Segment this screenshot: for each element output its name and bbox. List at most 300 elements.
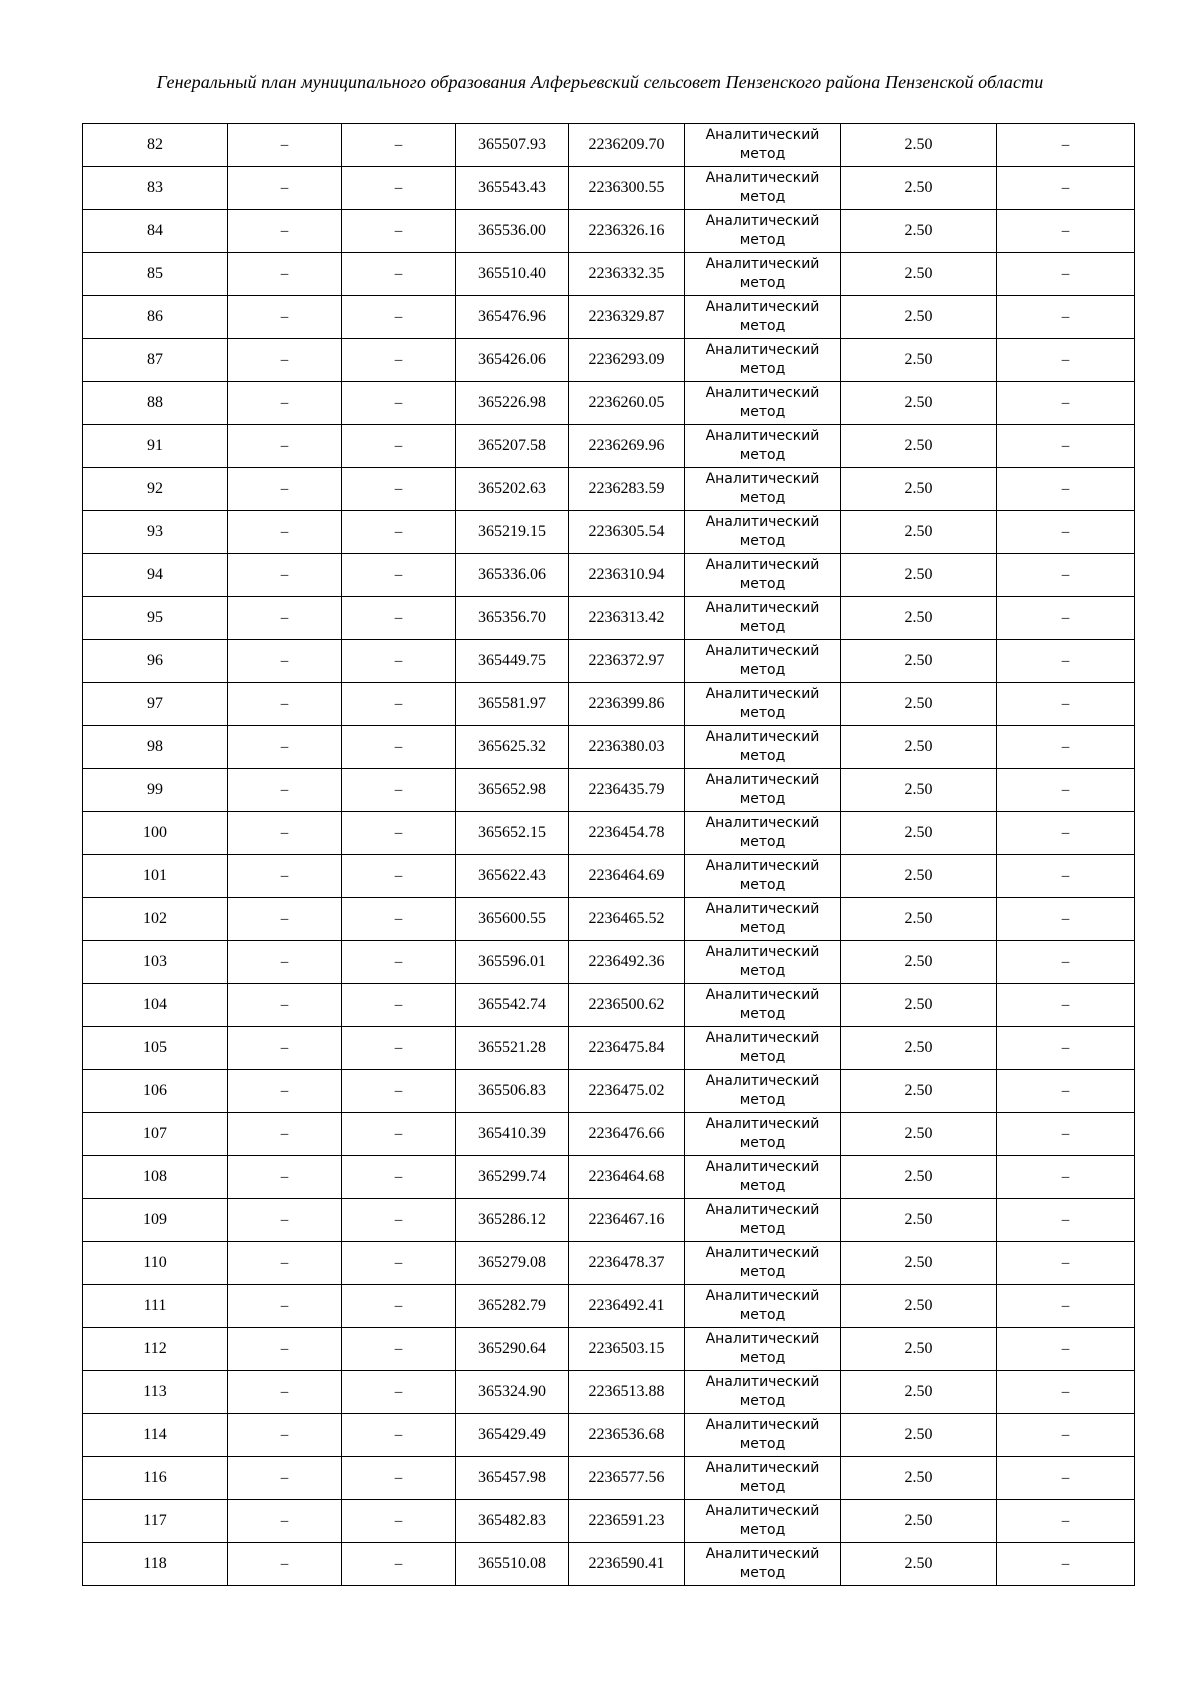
method-cell: Аналитический метод — [685, 1414, 841, 1457]
method-cell: Аналитический метод — [685, 468, 841, 511]
point-number-cell: 97 — [83, 683, 228, 726]
accuracy-cell: 2.50 — [841, 296, 997, 339]
coordinate-y-cell: 2236310.94 — [569, 554, 685, 597]
table-row — [83, 1371, 1135, 1414]
method-cell: Аналитический метод — [685, 1371, 841, 1414]
accuracy-cell: 2.50 — [841, 1070, 997, 1113]
point-number-cell: 84 — [83, 210, 228, 253]
coordinate-x-cell: 365457.98 — [456, 1457, 569, 1500]
table-row — [83, 984, 1135, 1027]
accuracy-cell: 2.50 — [841, 124, 997, 167]
accuracy-cell: 2.50 — [841, 726, 997, 769]
empty-value-cell: – — [228, 167, 342, 210]
empty-value-cell: – — [342, 296, 456, 339]
empty-value-cell: – — [228, 1199, 342, 1242]
table-row — [83, 382, 1135, 425]
coordinate-y-cell: 2236293.09 — [569, 339, 685, 382]
table-row — [83, 124, 1135, 167]
method-cell: Аналитический метод — [685, 124, 841, 167]
accuracy-cell: 2.50 — [841, 1242, 997, 1285]
empty-value-cell: – — [228, 812, 342, 855]
accuracy-cell: 2.50 — [841, 1500, 997, 1543]
accuracy-cell: 2.50 — [841, 1156, 997, 1199]
point-number-cell: 105 — [83, 1027, 228, 1070]
empty-value-cell: – — [997, 382, 1135, 425]
empty-value-cell: – — [228, 898, 342, 941]
point-number-cell: 104 — [83, 984, 228, 1027]
point-number-cell: 98 — [83, 726, 228, 769]
empty-value-cell: – — [342, 640, 456, 683]
coordinate-y-cell: 2236300.55 — [569, 167, 685, 210]
table-row — [83, 210, 1135, 253]
empty-value-cell: – — [997, 855, 1135, 898]
accuracy-cell: 2.50 — [841, 554, 997, 597]
empty-value-cell: – — [997, 1156, 1135, 1199]
point-number-cell: 116 — [83, 1457, 228, 1500]
coordinate-y-cell: 2236380.03 — [569, 726, 685, 769]
table-row — [83, 554, 1135, 597]
empty-value-cell: – — [997, 425, 1135, 468]
empty-value-cell: – — [228, 1543, 342, 1586]
point-number-cell: 86 — [83, 296, 228, 339]
empty-value-cell: – — [342, 726, 456, 769]
coordinate-y-cell: 2236591.23 — [569, 1500, 685, 1543]
empty-value-cell: – — [228, 339, 342, 382]
method-cell: Аналитический метод — [685, 941, 841, 984]
coordinate-x-cell: 365282.79 — [456, 1285, 569, 1328]
empty-value-cell: – — [228, 640, 342, 683]
method-cell: Аналитический метод — [685, 855, 841, 898]
table-row — [83, 1027, 1135, 1070]
empty-value-cell: – — [997, 726, 1135, 769]
empty-value-cell: – — [342, 1070, 456, 1113]
table-row — [83, 769, 1135, 812]
empty-value-cell: – — [342, 1457, 456, 1500]
point-number-cell: 83 — [83, 167, 228, 210]
method-cell: Аналитический метод — [685, 1156, 841, 1199]
table-row — [83, 898, 1135, 941]
coordinate-x-cell: 365207.58 — [456, 425, 569, 468]
coordinate-x-cell: 365652.15 — [456, 812, 569, 855]
empty-value-cell: – — [997, 1500, 1135, 1543]
coordinate-x-cell: 365625.32 — [456, 726, 569, 769]
empty-value-cell: – — [342, 210, 456, 253]
empty-value-cell: – — [228, 1285, 342, 1328]
point-number-cell: 92 — [83, 468, 228, 511]
point-number-cell: 112 — [83, 1328, 228, 1371]
accuracy-cell: 2.50 — [841, 1027, 997, 1070]
empty-value-cell: – — [228, 1113, 342, 1156]
empty-value-cell: – — [997, 812, 1135, 855]
method-cell: Аналитический метод — [685, 296, 841, 339]
method-cell: Аналитический метод — [685, 382, 841, 425]
point-number-cell: 100 — [83, 812, 228, 855]
empty-value-cell: – — [342, 124, 456, 167]
empty-value-cell: – — [342, 167, 456, 210]
coordinate-x-cell: 365536.00 — [456, 210, 569, 253]
page-header-title: Генеральный план муниципального образования Алферьевский сельсовет Пензенского района Пензенской области — [156, 72, 1044, 92]
table-row — [83, 1285, 1135, 1328]
coordinate-x-cell: 365356.70 — [456, 597, 569, 640]
accuracy-cell: 2.50 — [841, 1371, 997, 1414]
coordinate-x-cell: 365219.15 — [456, 511, 569, 554]
accuracy-cell: 2.50 — [841, 511, 997, 554]
accuracy-cell: 2.50 — [841, 210, 997, 253]
empty-value-cell: – — [342, 468, 456, 511]
table-row — [83, 167, 1135, 210]
empty-value-cell: – — [997, 597, 1135, 640]
empty-value-cell: – — [342, 812, 456, 855]
coordinate-x-cell: 365290.64 — [456, 1328, 569, 1371]
empty-value-cell: – — [228, 511, 342, 554]
empty-value-cell: – — [997, 1414, 1135, 1457]
method-cell: Аналитический метод — [685, 1500, 841, 1543]
point-number-cell: 99 — [83, 769, 228, 812]
accuracy-cell: 2.50 — [841, 984, 997, 1027]
empty-value-cell: – — [997, 1285, 1135, 1328]
empty-value-cell: – — [342, 1328, 456, 1371]
empty-value-cell: – — [997, 1371, 1135, 1414]
empty-value-cell: – — [228, 1027, 342, 1070]
table-row — [83, 597, 1135, 640]
method-cell: Аналитический метод — [685, 1242, 841, 1285]
accuracy-cell: 2.50 — [841, 683, 997, 726]
coordinate-y-cell: 2236476.66 — [569, 1113, 685, 1156]
table-row — [83, 1457, 1135, 1500]
empty-value-cell: – — [228, 1242, 342, 1285]
table-row — [83, 812, 1135, 855]
coordinate-x-cell: 365202.63 — [456, 468, 569, 511]
coordinate-y-cell: 2236313.42 — [569, 597, 685, 640]
table-row — [83, 1414, 1135, 1457]
accuracy-cell: 2.50 — [841, 425, 997, 468]
empty-value-cell: – — [228, 941, 342, 984]
coordinate-y-cell: 2236332.35 — [569, 253, 685, 296]
empty-value-cell: – — [228, 597, 342, 640]
coordinates-table — [82, 123, 1135, 1586]
empty-value-cell: – — [997, 683, 1135, 726]
coordinate-y-cell: 2236283.59 — [569, 468, 685, 511]
method-cell: Аналитический метод — [685, 1457, 841, 1500]
method-cell: Аналитический метод — [685, 339, 841, 382]
empty-value-cell: – — [228, 984, 342, 1027]
coordinate-y-cell: 2236326.16 — [569, 210, 685, 253]
accuracy-cell: 2.50 — [841, 597, 997, 640]
empty-value-cell: – — [997, 124, 1135, 167]
accuracy-cell: 2.50 — [841, 1543, 997, 1586]
empty-value-cell: – — [342, 511, 456, 554]
coordinate-y-cell: 2236475.84 — [569, 1027, 685, 1070]
empty-value-cell: – — [997, 296, 1135, 339]
empty-value-cell: – — [342, 1113, 456, 1156]
coordinate-x-cell: 365336.06 — [456, 554, 569, 597]
coordinate-y-cell: 2236329.87 — [569, 296, 685, 339]
point-number-cell: 87 — [83, 339, 228, 382]
point-number-cell: 101 — [83, 855, 228, 898]
empty-value-cell: – — [342, 1199, 456, 1242]
accuracy-cell: 2.50 — [841, 941, 997, 984]
point-number-cell: 108 — [83, 1156, 228, 1199]
method-cell: Аналитический метод — [685, 1328, 841, 1371]
accuracy-cell: 2.50 — [841, 812, 997, 855]
accuracy-cell: 2.50 — [841, 339, 997, 382]
accuracy-cell: 2.50 — [841, 382, 997, 425]
empty-value-cell: – — [997, 167, 1135, 210]
coordinate-y-cell: 2236500.62 — [569, 984, 685, 1027]
empty-value-cell: – — [342, 1543, 456, 1586]
empty-value-cell: – — [997, 468, 1135, 511]
coordinate-y-cell: 2236513.88 — [569, 1371, 685, 1414]
method-cell: Аналитический метод — [685, 554, 841, 597]
point-number-cell: 107 — [83, 1113, 228, 1156]
coordinate-x-cell: 365510.08 — [456, 1543, 569, 1586]
coordinate-x-cell: 365449.75 — [456, 640, 569, 683]
coordinate-y-cell: 2236372.97 — [569, 640, 685, 683]
coordinate-y-cell: 2236590.41 — [569, 1543, 685, 1586]
coordinate-y-cell: 2236454.78 — [569, 812, 685, 855]
empty-value-cell: – — [228, 1500, 342, 1543]
table-row — [83, 511, 1135, 554]
point-number-cell: 93 — [83, 511, 228, 554]
empty-value-cell: – — [228, 1070, 342, 1113]
coordinate-x-cell: 365510.40 — [456, 253, 569, 296]
coordinate-x-cell: 365622.43 — [456, 855, 569, 898]
coordinate-y-cell: 2236492.36 — [569, 941, 685, 984]
coordinate-x-cell: 365226.98 — [456, 382, 569, 425]
coordinate-x-cell: 365279.08 — [456, 1242, 569, 1285]
empty-value-cell: – — [997, 1457, 1135, 1500]
coordinate-x-cell: 365600.55 — [456, 898, 569, 941]
empty-value-cell: – — [997, 210, 1135, 253]
empty-value-cell: – — [342, 1414, 456, 1457]
empty-value-cell: – — [342, 1156, 456, 1199]
accuracy-cell: 2.50 — [841, 468, 997, 511]
coordinate-y-cell: 2236305.54 — [569, 511, 685, 554]
empty-value-cell: – — [342, 898, 456, 941]
coordinate-y-cell: 2236536.68 — [569, 1414, 685, 1457]
table-row — [83, 1156, 1135, 1199]
empty-value-cell: – — [228, 683, 342, 726]
method-cell: Аналитический метод — [685, 511, 841, 554]
empty-value-cell: – — [997, 1070, 1135, 1113]
empty-value-cell: – — [342, 597, 456, 640]
point-number-cell: 113 — [83, 1371, 228, 1414]
accuracy-cell: 2.50 — [841, 1113, 997, 1156]
method-cell: Аналитический метод — [685, 984, 841, 1027]
empty-value-cell: – — [342, 984, 456, 1027]
coordinate-y-cell: 2236478.37 — [569, 1242, 685, 1285]
empty-value-cell: – — [997, 898, 1135, 941]
empty-value-cell: – — [342, 253, 456, 296]
table-row — [83, 683, 1135, 726]
accuracy-cell: 2.50 — [841, 1328, 997, 1371]
method-cell: Аналитический метод — [685, 1285, 841, 1328]
empty-value-cell: – — [997, 1543, 1135, 1586]
empty-value-cell: – — [997, 1199, 1135, 1242]
empty-value-cell: – — [997, 1113, 1135, 1156]
method-cell: Аналитический метод — [685, 640, 841, 683]
coordinate-x-cell: 365476.96 — [456, 296, 569, 339]
method-cell: Аналитический метод — [685, 898, 841, 941]
coordinate-x-cell: 365542.74 — [456, 984, 569, 1027]
table-row — [83, 1070, 1135, 1113]
coordinate-x-cell: 365543.43 — [456, 167, 569, 210]
empty-value-cell: – — [228, 382, 342, 425]
coordinate-x-cell: 365426.06 — [456, 339, 569, 382]
empty-value-cell: – — [228, 124, 342, 167]
point-number-cell: 117 — [83, 1500, 228, 1543]
point-number-cell: 85 — [83, 253, 228, 296]
empty-value-cell: – — [342, 1371, 456, 1414]
table-row — [83, 726, 1135, 769]
empty-value-cell: – — [997, 253, 1135, 296]
empty-value-cell: – — [228, 1328, 342, 1371]
coordinate-x-cell: 365482.83 — [456, 1500, 569, 1543]
point-number-cell: 110 — [83, 1242, 228, 1285]
empty-value-cell: – — [342, 382, 456, 425]
empty-value-cell: – — [228, 1414, 342, 1457]
empty-value-cell: – — [228, 726, 342, 769]
accuracy-cell: 2.50 — [841, 1457, 997, 1500]
method-cell: Аналитический метод — [685, 1070, 841, 1113]
coordinate-x-cell: 365286.12 — [456, 1199, 569, 1242]
empty-value-cell: – — [228, 296, 342, 339]
coordinate-y-cell: 2236209.70 — [569, 124, 685, 167]
table-row — [83, 425, 1135, 468]
method-cell: Аналитический метод — [685, 1543, 841, 1586]
method-cell: Аналитический метод — [685, 769, 841, 812]
empty-value-cell: – — [997, 554, 1135, 597]
coordinate-x-cell: 365429.49 — [456, 1414, 569, 1457]
coordinate-y-cell: 2236577.56 — [569, 1457, 685, 1500]
empty-value-cell: – — [997, 941, 1135, 984]
empty-value-cell: – — [342, 554, 456, 597]
table-row — [83, 1328, 1135, 1371]
method-cell: Аналитический метод — [685, 210, 841, 253]
empty-value-cell: – — [342, 1500, 456, 1543]
coordinates-table-body — [83, 124, 1135, 1586]
empty-value-cell: – — [342, 683, 456, 726]
empty-value-cell: – — [228, 1371, 342, 1414]
accuracy-cell: 2.50 — [841, 167, 997, 210]
empty-value-cell: – — [228, 855, 342, 898]
coordinate-y-cell: 2236467.16 — [569, 1199, 685, 1242]
coordinate-y-cell: 2236269.96 — [569, 425, 685, 468]
table-row — [83, 941, 1135, 984]
accuracy-cell: 2.50 — [841, 769, 997, 812]
table-row — [83, 339, 1135, 382]
table-row — [83, 1199, 1135, 1242]
point-number-cell: 91 — [83, 425, 228, 468]
coordinate-x-cell: 365596.01 — [456, 941, 569, 984]
empty-value-cell: – — [342, 1027, 456, 1070]
empty-value-cell: – — [997, 640, 1135, 683]
point-number-cell: 118 — [83, 1543, 228, 1586]
coordinate-x-cell: 365410.39 — [456, 1113, 569, 1156]
empty-value-cell: – — [228, 210, 342, 253]
point-number-cell: 109 — [83, 1199, 228, 1242]
method-cell: Аналитический метод — [685, 1113, 841, 1156]
empty-value-cell: – — [228, 1457, 342, 1500]
method-cell: Аналитический метод — [685, 167, 841, 210]
table-row — [83, 253, 1135, 296]
empty-value-cell: – — [997, 511, 1135, 554]
accuracy-cell: 2.50 — [841, 898, 997, 941]
empty-value-cell: – — [228, 253, 342, 296]
method-cell: Аналитический метод — [685, 812, 841, 855]
empty-value-cell: – — [997, 1328, 1135, 1371]
method-cell: Аналитический метод — [685, 1199, 841, 1242]
point-number-cell: 94 — [83, 554, 228, 597]
coordinate-x-cell: 365507.93 — [456, 124, 569, 167]
empty-value-cell: – — [228, 554, 342, 597]
table-row — [83, 296, 1135, 339]
table-row — [83, 1500, 1135, 1543]
method-cell: Аналитический метод — [685, 1027, 841, 1070]
empty-value-cell: – — [342, 339, 456, 382]
point-number-cell: 106 — [83, 1070, 228, 1113]
coordinate-y-cell: 2236399.86 — [569, 683, 685, 726]
coordinate-y-cell: 2236503.15 — [569, 1328, 685, 1371]
coordinate-y-cell: 2236464.69 — [569, 855, 685, 898]
coordinate-x-cell: 365324.90 — [456, 1371, 569, 1414]
empty-value-cell: – — [342, 1242, 456, 1285]
coordinate-y-cell: 2236260.05 — [569, 382, 685, 425]
point-number-cell: 114 — [83, 1414, 228, 1457]
coordinate-y-cell: 2236492.41 — [569, 1285, 685, 1328]
empty-value-cell: – — [997, 769, 1135, 812]
table-row — [83, 640, 1135, 683]
empty-value-cell: – — [342, 769, 456, 812]
empty-value-cell: – — [228, 769, 342, 812]
accuracy-cell: 2.50 — [841, 253, 997, 296]
empty-value-cell: – — [342, 1285, 456, 1328]
point-number-cell: 103 — [83, 941, 228, 984]
table-row — [83, 1113, 1135, 1156]
table-row — [83, 468, 1135, 511]
coordinate-y-cell: 2236475.02 — [569, 1070, 685, 1113]
coordinate-y-cell: 2236464.68 — [569, 1156, 685, 1199]
method-cell: Аналитический метод — [685, 597, 841, 640]
empty-value-cell: – — [342, 941, 456, 984]
method-cell: Аналитический метод — [685, 683, 841, 726]
method-cell: Аналитический метод — [685, 726, 841, 769]
accuracy-cell: 2.50 — [841, 1199, 997, 1242]
table-row — [83, 855, 1135, 898]
accuracy-cell: 2.50 — [841, 1414, 997, 1457]
point-number-cell: 95 — [83, 597, 228, 640]
point-number-cell: 88 — [83, 382, 228, 425]
empty-value-cell: – — [997, 1027, 1135, 1070]
coordinate-x-cell: 365506.83 — [456, 1070, 569, 1113]
empty-value-cell: – — [997, 984, 1135, 1027]
empty-value-cell: – — [228, 425, 342, 468]
point-number-cell: 82 — [83, 124, 228, 167]
point-number-cell: 96 — [83, 640, 228, 683]
empty-value-cell: – — [997, 339, 1135, 382]
accuracy-cell: 2.50 — [841, 640, 997, 683]
coordinate-x-cell: 365581.97 — [456, 683, 569, 726]
coordinate-x-cell: 365652.98 — [456, 769, 569, 812]
method-cell: Аналитический метод — [685, 253, 841, 296]
point-number-cell: 102 — [83, 898, 228, 941]
empty-value-cell: – — [342, 425, 456, 468]
method-cell: Аналитический метод — [685, 425, 841, 468]
coordinate-x-cell: 365521.28 — [456, 1027, 569, 1070]
point-number-cell: 111 — [83, 1285, 228, 1328]
accuracy-cell: 2.50 — [841, 855, 997, 898]
table-row — [83, 1543, 1135, 1586]
